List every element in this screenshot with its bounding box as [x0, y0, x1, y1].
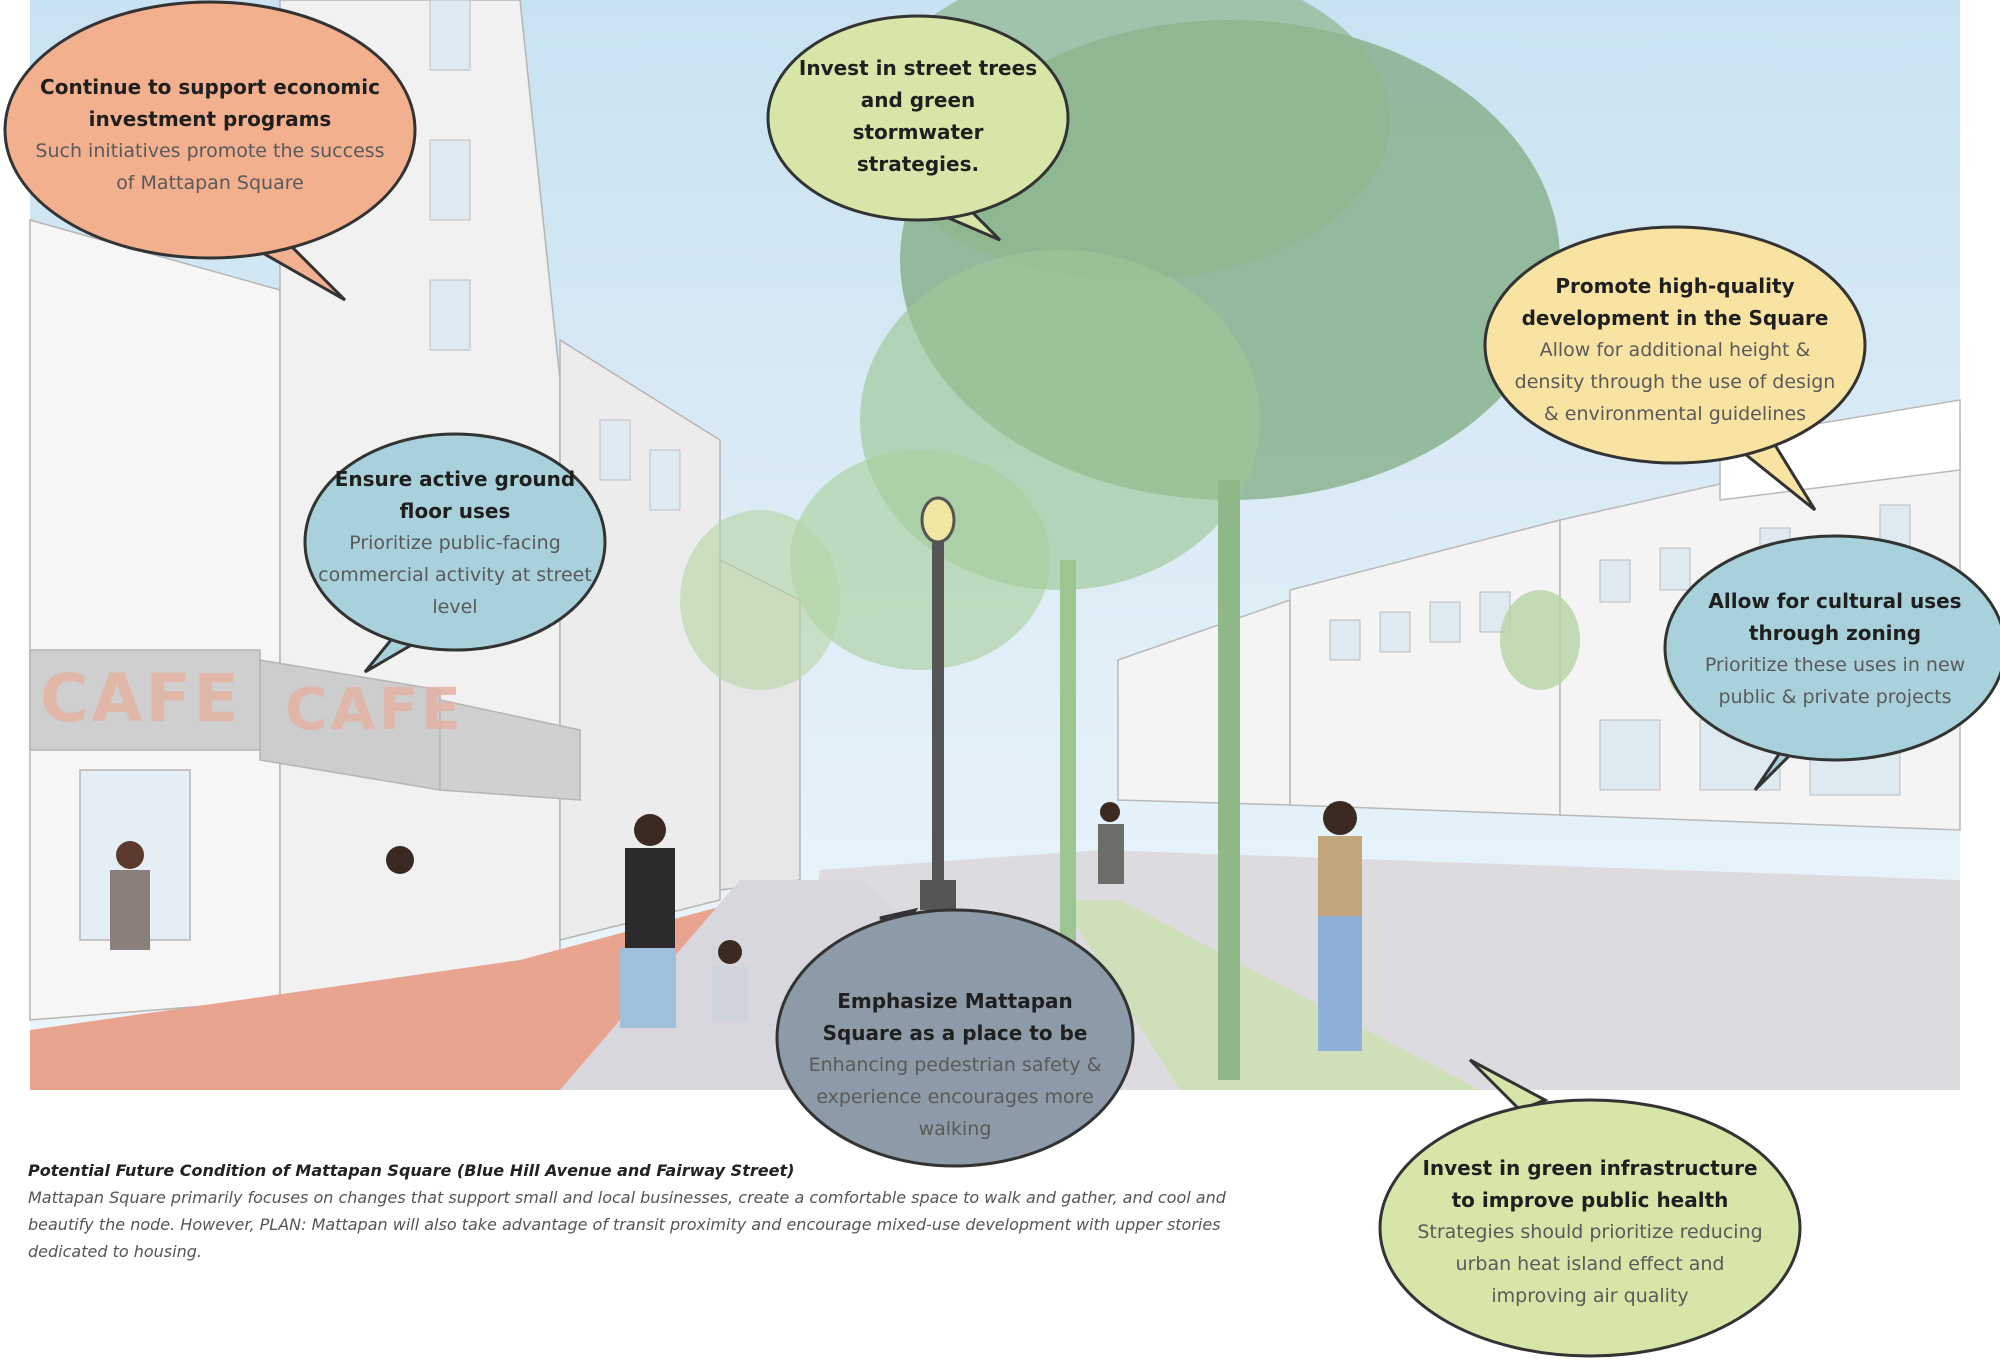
callout-development: [1510, 270, 1840, 430]
callout-economic: [30, 55, 390, 215]
callout-ground-floor: [310, 455, 600, 631]
callout-place-body: Enhancing pedestrian safety & experience encourages more walking: [808, 1054, 1102, 1140]
callout-ground-floor-body: Prioritize public-facing commercial activity at street level: [318, 532, 592, 618]
figure-caption: [28, 1158, 1228, 1265]
figure-caption-body: Mattapan Square primarily focuses on changes that support small and local businesses, create a comfortable space to walk and gather, and cool and beautify the node. However, PLAN: Mattapan will also take advantage of transit proximity and encourage mixed-use development with upper stories dedicated to housing.: [28, 1188, 1226, 1261]
callout-health: [1415, 1130, 1765, 1334]
callout-development-body: Allow for additional height & density through the use of design & environmental guidelines: [1514, 339, 1836, 425]
callout-development-title: Promote high-quality development in the Square: [1521, 274, 1829, 330]
cafe-sign-1: CAFE: [40, 660, 242, 737]
callout-ground-floor-title: Ensure active ground floor uses: [334, 467, 576, 523]
callout-place-title: Emphasize Mattapan Square as a place to be: [822, 989, 1088, 1045]
callout-trees-title: Invest in street trees and green stormwater strategies.: [798, 56, 1038, 176]
callout-health-title: Invest in green infrastructure to improve public health: [1422, 1156, 1758, 1212]
callout-cultural-title: Allow for cultural uses through zoning: [1708, 589, 1962, 645]
callout-health-body: Strategies should prioritize reducing urban heat island effect and improving air quality: [1417, 1221, 1763, 1307]
figure-caption-title: Potential Future Condition of Mattapan Square (Blue Hill Avenue and Fairway Street): [28, 1161, 795, 1180]
callout-cultural: [1690, 580, 1980, 718]
callout-cultural-body: Prioritize these uses in new public & private projects: [1704, 654, 1966, 708]
callout-place: [800, 955, 1110, 1175]
callout-economic-title: Continue to support economic investment programs: [40, 75, 380, 131]
callout-trees: [795, 56, 1041, 176]
callout-economic-body: Such initiatives promote the success of Mattapan Square: [35, 140, 385, 194]
cafe-sign-2: CAFE: [285, 675, 464, 743]
